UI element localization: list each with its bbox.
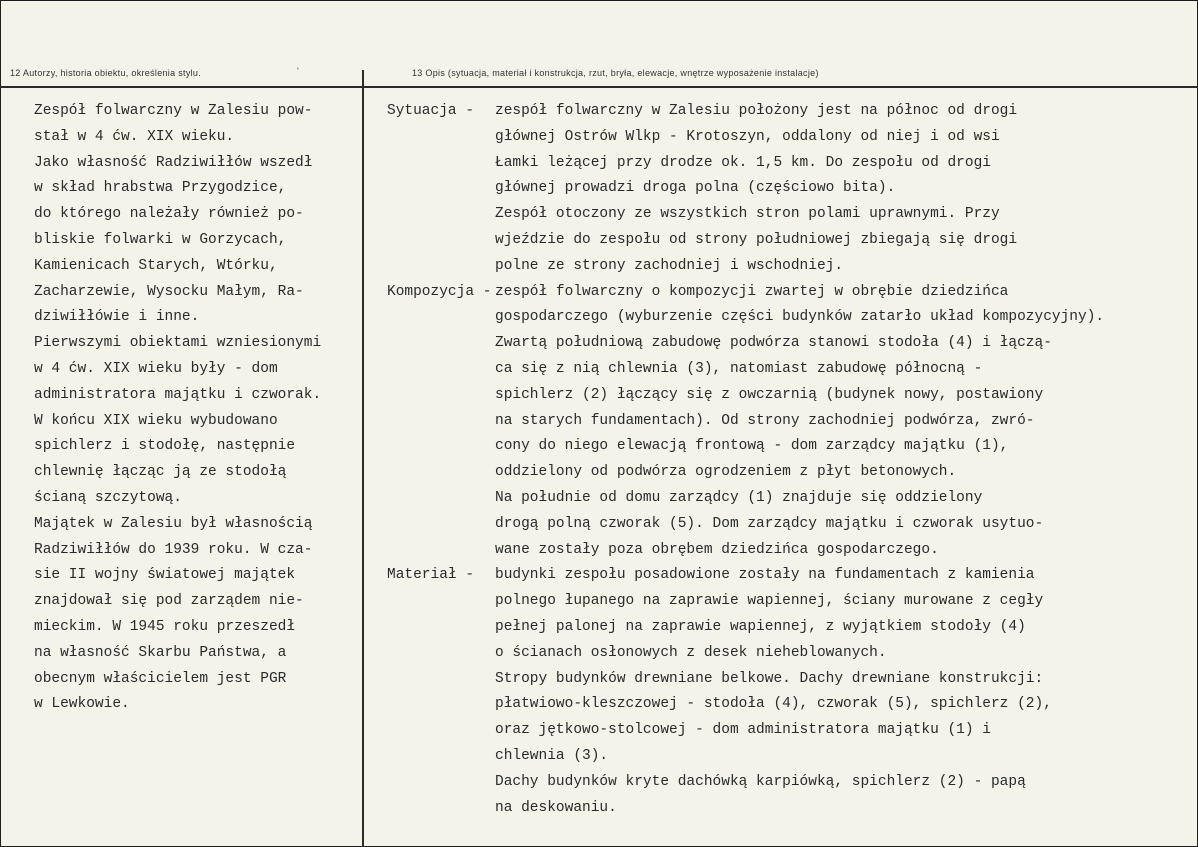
description-row (387, 280, 1187, 306)
label-spacer (387, 615, 495, 641)
history-text (34, 99, 359, 718)
section-line: wjeździe do zespołu od strony południowej zbiegają się drogi (495, 231, 1018, 248)
section-line: Łamki leżącej przy drodze ok. 1,5 km. Do zespołu od drogi (495, 154, 991, 171)
label-spacer (387, 125, 495, 151)
history-line: Majątek w Zalesiu był własnością (34, 515, 313, 532)
description-row (387, 692, 1187, 718)
label-spacer (387, 770, 495, 796)
history-line: w Lewkowie. (34, 696, 130, 713)
section-line: głównej Ostrów Wlkp - Krotoszyn, oddalony od niej i od wsi (495, 128, 1000, 145)
section-line: na starych fundamentach). Od strony zachodniej podwórza, zwró- (495, 412, 1035, 429)
description-text (387, 99, 1187, 821)
label-spacer (387, 538, 495, 564)
section-line: ca się z nią chlewnia (3), natomiast zabudowę północną - (495, 360, 983, 377)
description-row (387, 125, 1187, 151)
label-spacer (387, 254, 495, 280)
section-line: Na południe od domu zarządcy (1) znajduje się oddzielony (495, 489, 983, 506)
description-row (387, 512, 1187, 538)
description-row (387, 615, 1187, 641)
history-line: znajdował się pod zarządem nie- (34, 593, 304, 610)
description-row (387, 331, 1187, 357)
history-line: stał w 4 ćw. XIX wieku. (34, 128, 235, 145)
section-line: pełnej palonej na zaprawie wapiennej, z wyjątkiem stodoły (4) (495, 618, 1026, 635)
description-row (387, 460, 1187, 486)
section-line: o ścianach osłonowych z desek nieheblowanych. (495, 644, 887, 661)
section-line: chlewnia (3). (495, 747, 609, 764)
section-line: głównej prowadzi droga polna (częściowo bita). (495, 180, 896, 197)
label-spacer (387, 486, 495, 512)
label-spacer (387, 589, 495, 615)
header-rule (0, 86, 1198, 88)
label-spacer (387, 718, 495, 744)
description-row (387, 305, 1187, 331)
description-row (387, 176, 1187, 202)
history-line: administratora majątku i czworak. (34, 386, 322, 403)
label-spacer (387, 512, 495, 538)
history-line: do którego należały również po- (34, 206, 304, 223)
history-line: mieckim. W 1945 roku przeszedł (34, 618, 296, 635)
history-line: ścianą szczytową. (34, 489, 182, 506)
description-row (387, 434, 1187, 460)
history-line: Zespół folwarczny w Zalesiu pow- (34, 103, 313, 119)
section-line: gospodarczego (wyburzenie części budynków zatarło układ kompozycyjny). (495, 309, 1105, 326)
label-spacer (387, 460, 495, 486)
history-line: sie II wojny światowej majątek (34, 567, 296, 584)
history-line: na własność Skarbu Państwa, a (34, 644, 287, 661)
left-column-heading: 12 Autorzy, historia obiektu, określenia stylu. (10, 68, 202, 78)
section-line: Dachy budynków kryte dachówką karpiówką, spichlerz (2) - papą (495, 773, 1026, 790)
history-line: Pierwszymi obiektami wzniesionymi (34, 335, 322, 352)
description-row (387, 151, 1187, 177)
label-spacer (387, 641, 495, 667)
history-line: obecnym właścicielem jest PGR (34, 670, 287, 687)
history-line: W końcu XIX wieku wybudowano (34, 412, 278, 429)
section-line: zespół folwarczny w Zalesiu położony jest na północ od drogi (495, 103, 1018, 119)
right-column-heading: 13 Opis (sytuacja, materiał i konstrukcja, rzut, bryła, elewacje, wnętrze wyposażenie instalacje) (412, 68, 819, 78)
description-row (387, 357, 1187, 383)
label-spacer (387, 357, 495, 383)
history-line: dziwiłłówie i inne. (34, 309, 200, 326)
description-row (387, 202, 1187, 228)
section-line: wane zostały poza obrębem dziedzińca gospodarczego. (495, 541, 939, 558)
label-spacer (387, 228, 495, 254)
description-row (387, 486, 1187, 512)
label-spacer (387, 151, 495, 177)
description-row (387, 667, 1187, 693)
label-spacer (387, 305, 495, 331)
description-row (387, 383, 1187, 409)
description-row (387, 538, 1187, 564)
history-line: spichlerz i stodołę, następnie (34, 438, 296, 455)
column-divider (362, 70, 364, 847)
description-row (387, 589, 1187, 615)
stray-mark: ' (297, 66, 299, 76)
section-line: płatwiowo-kleszczowej - stodoła (4), czworak (5), spichlerz (2), (495, 696, 1052, 713)
section-line: polne ze strony zachodniej i wschodniej. (495, 257, 844, 274)
label-spacer (387, 383, 495, 409)
label-spacer (387, 176, 495, 202)
label-spacer (387, 744, 495, 770)
section-line: zespół folwarczny o kompozycji zwartej w obrębie dziedzińca (495, 283, 1009, 300)
history-line: Jako własność Radziwiłłów wszedł (34, 154, 313, 171)
section-line: oddzielony od podwórza ogrodzeniem z płyt betonowych. (495, 464, 957, 481)
section-label: Sytuacja - (387, 103, 475, 119)
section-line: Stropy budynków drewniane belkowe. Dachy drewniane konstrukcji: (495, 670, 1044, 687)
description-row (387, 563, 1187, 589)
label-spacer (387, 434, 495, 460)
section-line: Zwartą południową zabudowę podwórza stanowi stodoła (4) i łączą- (495, 335, 1052, 352)
history-line: bliskie folwarki w Gorzycach, (34, 231, 287, 248)
section-label: Materiał - (387, 567, 475, 584)
label-spacer (387, 796, 495, 822)
section-line: spichlerz (2) łączący się z owczarnią (budynek nowy, postawiony (495, 386, 1044, 403)
label-spacer (387, 667, 495, 693)
description-row (387, 641, 1187, 667)
history-line: Kamienicach Starych, Wtórku, (34, 257, 278, 274)
label-spacer (387, 692, 495, 718)
history-line: Radziwiłłów do 1939 roku. W cza- (34, 541, 313, 558)
history-line: chlewnię łącząc ją ze stodołą (34, 464, 287, 481)
description-row (387, 796, 1187, 822)
section-line: Zespół otoczony ze wszystkich stron polami uprawnymi. Przy (495, 206, 1000, 223)
label-spacer (387, 202, 495, 228)
section-line: polnego łupanego na zaprawie wapiennej, ściany murowane z cegły (495, 593, 1044, 610)
label-spacer (387, 331, 495, 357)
section-line: oraz jętkowo-stolcowej - dom administratora majątku (1) i (495, 722, 991, 739)
history-line: w 4 ćw. XIX wieku były - dom (34, 360, 278, 377)
description-row (387, 744, 1187, 770)
label-spacer (387, 409, 495, 435)
section-line: na deskowaniu. (495, 799, 617, 816)
description-row (387, 409, 1187, 435)
description-row (387, 228, 1187, 254)
description-row (387, 254, 1187, 280)
history-line: w skład hrabstwa Przygodzice, (34, 180, 287, 197)
description-row (387, 718, 1187, 744)
description-row (387, 99, 1187, 125)
section-line: budynki zespołu posadowione zostały na fundamentach z kamienia (495, 567, 1035, 584)
section-line: drogą polną czworak (5). Dom zarządcy majątku i czworak usytuo- (495, 515, 1044, 532)
history-line: Zacharzewie, Wysocku Małym, Ra- (34, 283, 304, 300)
description-row (387, 770, 1187, 796)
section-label: Kompozycja - (387, 283, 492, 300)
section-line: cony do niego elewacją frontową - dom zarządcy majątku (1), (495, 438, 1009, 455)
